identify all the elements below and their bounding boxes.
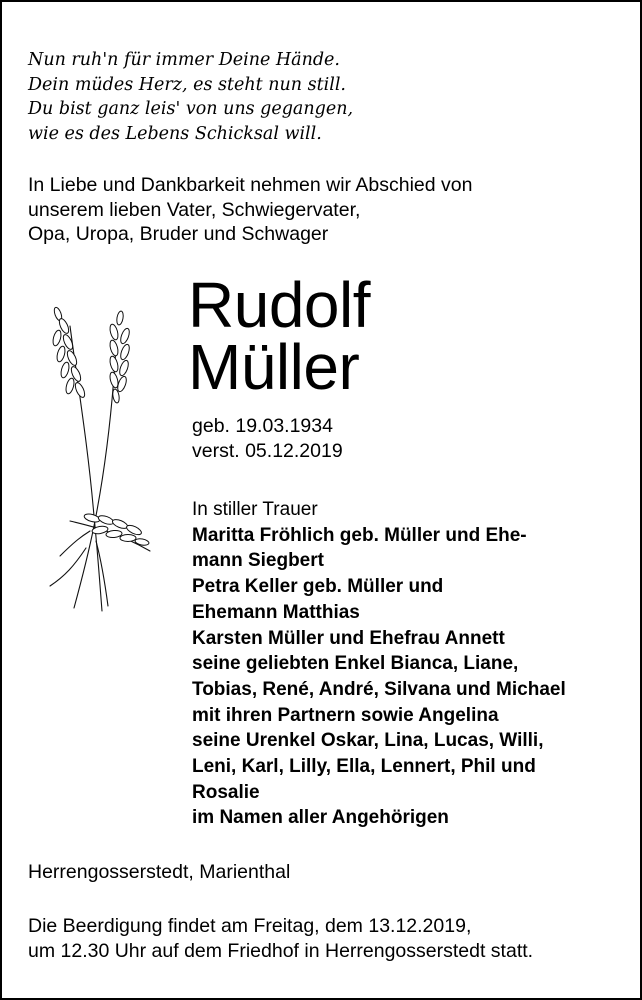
mourner-line: Ehemann Matthias: [192, 601, 360, 623]
birth-date: geb. 19.03.1934: [192, 415, 333, 437]
intro-line: In Liebe und Dankbarkeit nehmen wir Abschied von: [28, 174, 473, 196]
mourner-line: mit ihren Partnern sowie Angelina: [192, 704, 499, 726]
funeral-notice: [28, 914, 533, 963]
mourner-line: mann Siegbert: [192, 550, 324, 572]
intro-text: [28, 173, 472, 247]
intro-line: Opa, Uropa, Bruder und Schwager: [28, 223, 329, 245]
mourners-list: [192, 497, 566, 831]
mourner-line: Maritta Fröhlich geb. Müller und Ehe-: [192, 524, 527, 546]
poem-line: Nun ruh'n für immer Deine Hände.: [28, 50, 340, 70]
mourner-line: Karsten Müller und Ehefrau Annett: [192, 627, 505, 649]
mourner-line: Petra Keller geb. Müller und: [192, 576, 444, 598]
poem: [28, 48, 353, 146]
place-line: Herrengosserstedt, Marienthal: [28, 861, 291, 883]
deceased-first-name: Rudolf: [188, 269, 370, 341]
life-dates: [192, 414, 343, 464]
funeral-line: Die Beerdigung findet am Freitag, dem 13.12.2019,: [28, 915, 472, 937]
mourner-line: Leni, Karl, Lilly, Ella, Lennert, Phil und: [192, 756, 536, 778]
poem-line: Dein müdes Herz, es steht nun still.: [28, 74, 346, 95]
mourner-line: Tobias, René, André, Silvana und Michael: [192, 678, 566, 700]
mourner-line: im Namen aller Angehörigen: [192, 807, 449, 829]
funeral-line: um 12.30 Uhr auf dem Friedhof in Herrengosserstedt statt.: [28, 939, 534, 962]
mourner-line: seine Urenkel Oskar, Lina, Lucas, Willi,: [192, 730, 544, 752]
intro-line: unserem lieben Vater, Schwiegervater,: [28, 198, 361, 221]
wheat-icon: [30, 286, 190, 616]
deceased-name: [188, 269, 370, 403]
deceased-last-name: Müller: [188, 331, 360, 403]
mourner-line: seine geliebten Enkel Bianca, Liane,: [192, 653, 519, 675]
mourner-line: Rosalie: [192, 781, 260, 803]
poem-line: Du bist ganz leis' von uns gegangen,: [28, 99, 354, 119]
death-date: verst. 05.12.2019: [192, 440, 343, 462]
mourners-lead: In stiller Trauer: [192, 499, 318, 520]
poem-line: wie es des Lebens Schicksal will.: [28, 123, 322, 144]
